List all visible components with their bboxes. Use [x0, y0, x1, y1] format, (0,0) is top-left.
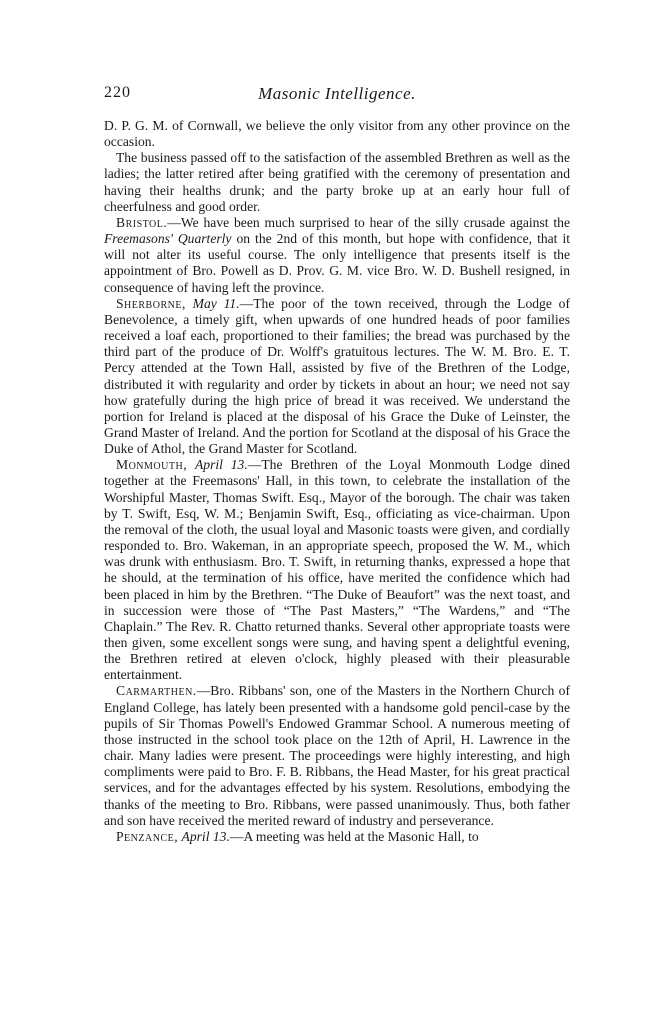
paragraph-monmouth — [104, 457, 570, 683]
paragraph-bristol — [104, 215, 570, 296]
place-name: Monmouth, — [116, 457, 188, 473]
paragraph-text: D. P. G. M. of Cornwall, we believe the only visitor from any other province on the occasion. — [104, 118, 570, 150]
paragraph-text: —A meeting was held at the Masonic Hall, to — [229, 828, 479, 844]
place-name: Sherborne, — [116, 295, 186, 311]
publication-title: Freemasons' Quarterly — [104, 231, 232, 247]
article-body — [104, 118, 570, 845]
paragraph-sherborne — [104, 296, 570, 458]
paragraph-text: The business passed off to the satisfaction of the assembled Brethren as well as the ladies; the latter retired after being gratified with the ceremony of presentation and having their healths drunk; and the party broke up at an early hour full of cheerfulness and good order. — [104, 150, 570, 214]
place-name: Penzance, — [116, 828, 179, 844]
paragraph-business — [104, 150, 570, 215]
place-name: Carmarthen. — [116, 683, 197, 699]
paragraph-text: —Bro. Ribbans' son, one of the Masters in the Northern Church of England College, has lately been presented with a handsome gold pencil-case by the pupils of Sir Thomas Powell's Endowed Grammar School. A numerous meeting of those instructed in the school took place on the 12th of April, H. Lawrence in the chair. Many ladies were present. The proceedings were highly interesting, and high compliments were paid to Bro. F. B. Ribbans, the Head Master, for his great practical services, and for the advantages effected by his system. Resolutions, embodying the thanks of the meeting to Bro. Ribbans, were passed unanimously. Thus, both father and son have received the merited reward of industry and perseverance. — [104, 683, 570, 828]
paragraph-text: —The Brethren of the Loyal Monmouth Lodge dined together at the Freemasons' Hall, in this town, to celebrate the installation of the Worshipful Master, Thomas Swift. Esq., Mayor of the borough. The chair was taken by T. Swift, Esq, W. M.; Benjamin Swift, Esq., officiating as vice-chairman. Upon the removal of the cloth, the usual loyal and Masonic toasts were given, and cordially responded to. Bro. Wakeman, in an appropriate speech, proposed the W. M., which was drunk with enthusiasm. Bro. T. Swift, in returning thanks, expressed a hope that he should, at the termination of his office, have merited the confidence which had been placed in him by the Brethren. “The Duke of Beaufort” was the next toast, and in succession were those of “The Past Masters,” “The Wardens,” and “The Chaplain.” The Rev. R. Chatto returned thanks. Several other appropriate toasts were then given, some excellent songs were sung, and having spent a delightful evening, the Brethren retired at eleven o'clock, highly pleased with their pleasurable entertainment. — [104, 457, 570, 683]
document-page — [104, 84, 570, 845]
running-title: Masonic Intelligence. — [258, 84, 416, 103]
page-header — [104, 84, 570, 106]
paragraph-penzance — [104, 829, 570, 845]
paragraph-text: —The poor of the town received, through the Lodge of Benevolence, a timely gift, when upwards of one hundred heads of poor families received a loaf each, proportioned to their families; the bread was purchased by the third part of the produce of Dr. Wolff's gratuitous lectures. The W. M. Bro. E. T. Percy attended at the Town Hall, assisted by five of the Brethren of the Lodge, distributed it with regularity and order by tickets in about an hour; we need not say how gratefully during the high price of bread it was received. We understand the portion for Ireland is placed at the disposal of his Grace the Duke of Leinster, the Grand Master of Ireland. And the portion for Scotland at the disposal of his Grace the Duke of Athol, the Grand Master for Scotland. — [104, 295, 570, 457]
paragraph-carmarthen — [104, 683, 570, 828]
paragraph-text: on the 2nd of this month, but hope with confidence, that it will not alter its useful course. The only intelligence that presents itself is the appointment of Bro. Powell as D. Prov. G. M. vice Bro. W. D. Bushell resigned, in consequence of having left the province. — [104, 231, 570, 295]
place-name: Bristol. — [116, 214, 168, 230]
report-date: April 13. — [194, 457, 248, 473]
paragraph-text: —We have been much surprised to hear of the silly crusade against the — [167, 214, 570, 230]
paragraph-cornwall-continued — [104, 118, 570, 150]
report-date: April 13. — [181, 828, 230, 844]
report-date: May 11. — [192, 295, 240, 311]
page-number: 220 — [104, 84, 131, 101]
